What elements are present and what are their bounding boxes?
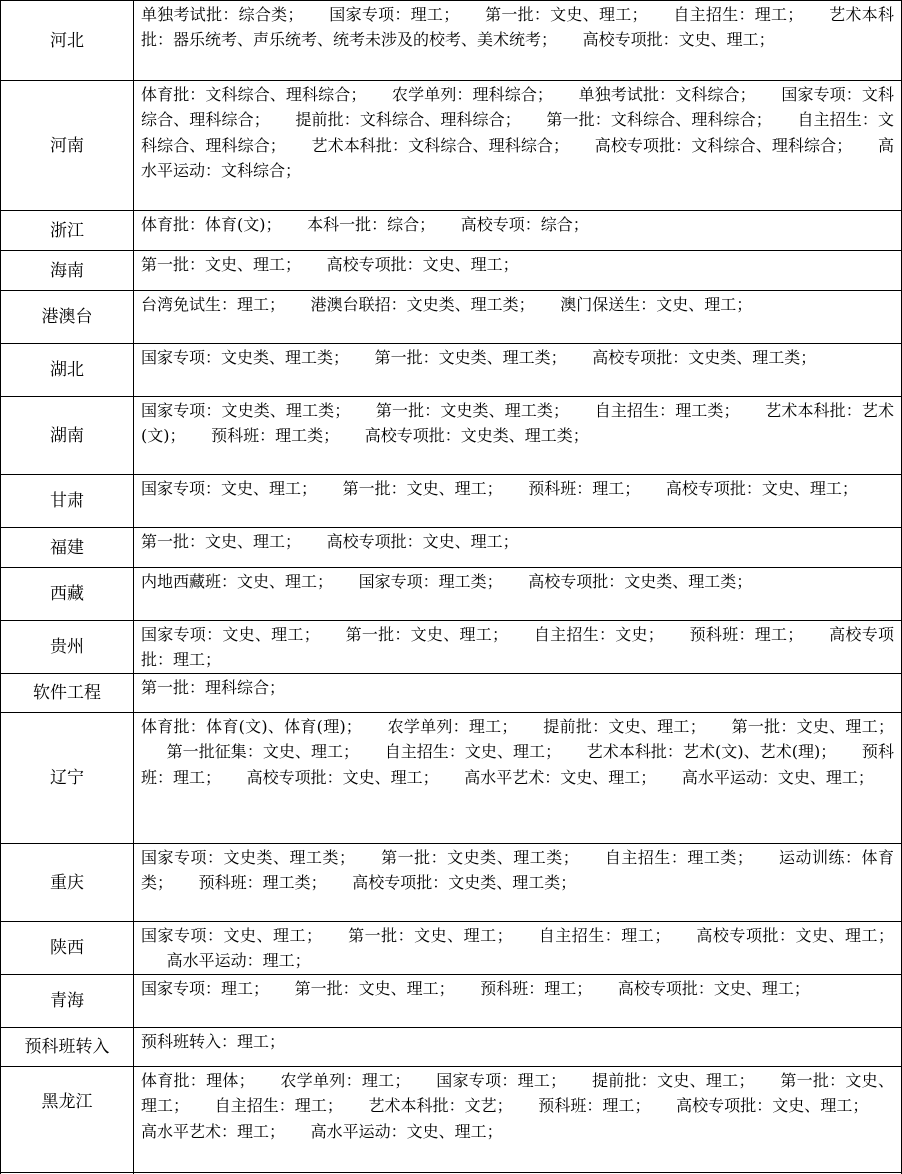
row-divider: [0, 474, 902, 475]
batch-item: 高水平运动：文科综合；: [141, 135, 894, 180]
batch-item: 国家专项：文史、理工；: [141, 926, 323, 945]
batch-item: 预科班：理工类；: [198, 873, 327, 893]
batch-item: 国家专项：文史、理工；: [141, 625, 320, 644]
batch-list-cell: [141, 82, 894, 183]
batch-list-cell: [141, 252, 894, 277]
batch-item: 体育批：文科综合、理科综合；: [141, 85, 367, 104]
batch-list-cell: [141, 398, 894, 449]
batch-item: 内地西藏班：文史、理工；: [141, 572, 334, 591]
batch-item: 第一批：文史类、理工类；: [374, 348, 567, 367]
batch-list-cell: [141, 529, 894, 554]
batch-item: 第一批征集：文史、理工；: [166, 742, 360, 762]
batch-item: 提前批：文科综合、理科综合；: [295, 110, 521, 130]
batch-item: 体育批：体育(文)、体育(理)；: [141, 717, 362, 736]
batch-item: 第一批：文史、理工；: [347, 926, 513, 945]
batch-item: 第一批：文史、理工；: [141, 1071, 894, 1116]
batch-item: 高校专项批：文史、理工；: [246, 767, 439, 787]
batch-list-cell: [141, 976, 894, 1001]
batch-list-cell: [141, 212, 894, 237]
batch-list-cell: [141, 622, 894, 673]
row-divider: [0, 343, 902, 344]
batch-list-cell: [141, 1029, 894, 1054]
batch-item: 第一批：文史、理工；: [141, 532, 302, 551]
province-cell: 湖南: [50, 425, 84, 446]
batch-item: 预科班：理工；: [480, 979, 593, 998]
batch-item: 体育批：体育(文)；: [141, 215, 282, 234]
batch-item: 农学单列：理工；: [387, 717, 518, 736]
batch-list-cell: [141, 1068, 894, 1144]
batch-item: 高校专项批：文科综合、理科综合；: [594, 135, 853, 155]
row-divider: [0, 290, 902, 291]
province-cell: 甘肃: [50, 491, 84, 511]
province-cell: 浙江: [50, 220, 84, 241]
batch-item: 艺术本科批：艺术(文)、艺术(理)；: [586, 742, 837, 762]
batch-item: 预科班：理工；: [528, 479, 641, 498]
batch-item: 高校专项批：理工；: [141, 625, 894, 670]
province-cell: 陕西: [50, 938, 84, 958]
row-divider: [0, 1027, 902, 1028]
batch-item: 第一批：文史类、理工类；: [380, 848, 579, 867]
batch-item: 预科班：理工类；: [211, 426, 340, 446]
batch-item: 单独考试批：综合类；: [141, 5, 304, 24]
batch-item: 自主招生：理工；: [538, 926, 671, 945]
province-cell: 重庆: [50, 872, 84, 893]
province-cell: 湖北: [50, 360, 84, 380]
row-divider: [0, 1172, 902, 1173]
batch-item: 第一批：文史类、理工类；: [375, 401, 570, 420]
batch-item: 高校专项批：文史类、理工类；: [364, 426, 589, 446]
batch-item: 高校专项批：文史、理工；: [665, 479, 858, 498]
province-cell: 河北: [50, 30, 84, 51]
batch-item: 高校专项批：文史、理工；: [617, 979, 810, 998]
batch-list-cell: [141, 675, 894, 700]
batch-item: 农学单列：理科综合；: [391, 85, 553, 104]
batch-item: 自主招生：文史、理工；: [384, 742, 562, 762]
batch-item: 艺术本科批：艺术(文)；: [141, 401, 894, 446]
batch-item: 第一批：文史、理工；: [731, 717, 894, 736]
batch-item: 国家专项：文史、理工；: [141, 479, 318, 498]
batch-item: 自主招生：文科综合、理科综合；: [141, 110, 894, 155]
batch-item: 高校专项：综合；: [460, 215, 589, 234]
batch-item: 预科班：理工；: [689, 625, 804, 644]
batch-list-cell: [141, 2, 894, 53]
province-cell: 贵州: [50, 637, 84, 657]
batch-item: 自主招生：理工；: [214, 1096, 343, 1116]
batch-item: 国家专项：理工；: [329, 5, 460, 24]
batch-item: 高校专项批：文史类、理工类；: [528, 572, 753, 591]
batch-item: 第一批：文史、理工；: [294, 979, 455, 998]
batch-item: 自主招生：理工；: [673, 5, 804, 24]
batch-list-cell: [141, 714, 894, 790]
batch-item: 高校专项批：文史类、理工类；: [352, 873, 577, 893]
batch-item: 第一批：文史、理工；: [345, 625, 509, 644]
batch-item: 国家专项：文史类、理工类；: [141, 348, 350, 367]
province-cell: 软件工程: [33, 683, 101, 703]
batch-list-cell: [141, 923, 894, 974]
batch-item: 第一批：理科综合；: [141, 678, 286, 697]
batch-item: 第一批：文史、理工；: [484, 5, 648, 24]
province-cell: 预科班转入: [24, 1037, 110, 1057]
row-divider: [0, 527, 902, 528]
province-cell: 黑龙江: [41, 1092, 93, 1112]
province-cell: 福建: [50, 537, 84, 558]
batch-item: 提前批：文史、理工；: [591, 1071, 755, 1090]
batch-item: 澳门保送生：文史、理工；: [560, 295, 753, 314]
row-divider: [0, 567, 902, 568]
batch-item: 预科班：理工；: [538, 1096, 651, 1116]
row-divider: [0, 250, 902, 251]
batch-item: 高校专项批：文史、理工；: [326, 255, 519, 274]
batch-item: 高水平艺术：理工；: [141, 1121, 286, 1141]
batch-item: 体育批：理体；: [141, 1071, 255, 1090]
batch-item: 高校专项批：文史、理工；: [582, 30, 775, 50]
batch-item: 第一批：文史、理工；: [342, 479, 503, 498]
batch-item: 国家专项：理工；: [141, 979, 270, 998]
batch-list-cell: [141, 292, 894, 317]
batch-item: 第一批：文科综合、理科综合；: [546, 110, 772, 130]
row-divider: [0, 620, 902, 621]
province-cell: 青海: [50, 991, 84, 1011]
batch-item: 自主招生：文史；: [533, 625, 664, 644]
batch-list-cell: [141, 345, 894, 370]
batch-item: 高校专项批：文史、理工；: [326, 532, 519, 551]
row-divider: [0, 80, 902, 81]
province-cell: 港澳台: [41, 307, 93, 327]
batch-item: 高水平艺术：文史、理工；: [464, 767, 657, 787]
batch-item: 艺术本科批：文科综合、理科综合；: [311, 135, 570, 155]
batch-list-cell: [141, 569, 894, 594]
batch-list-cell: [141, 476, 894, 501]
province-cell: 西藏: [50, 584, 84, 604]
batch-item: 港澳台联招：文史类、理工类；: [310, 295, 535, 314]
row-divider: [0, 0, 902, 1]
batch-item: 自主招生：理工类；: [604, 848, 753, 867]
batch-item: 第一批：文史、理工；: [141, 255, 302, 274]
batch-item: 国家专项：理工类；: [358, 572, 503, 591]
row-divider: [0, 673, 902, 674]
batch-list-cell: [141, 845, 894, 896]
batch-item: 提前批：文史、理工；: [543, 717, 706, 736]
batch-item: 高水平运动：文史、理工；: [310, 1121, 503, 1141]
row-divider: [0, 921, 902, 922]
row-divider: [0, 712, 902, 713]
batch-item: 国家专项：文史类、理工类；: [141, 848, 356, 867]
batch-item: 运动训练：体育类；: [141, 848, 894, 893]
row-divider: [0, 974, 902, 975]
batch-item: 预科班转入：理工；: [141, 1032, 286, 1051]
batch-item: 高校专项批：文史类、理工类；: [592, 348, 817, 367]
batch-item: 本科一批：综合；: [307, 215, 436, 234]
province-cell: 海南: [50, 260, 84, 281]
row-divider: [0, 843, 902, 844]
batch-item: 高校专项批：文史、理工；: [676, 1096, 869, 1116]
batch-item: 艺术本科批：文艺；: [368, 1096, 513, 1116]
row-divider: [0, 210, 902, 211]
batch-item: 国家专项：文科综合、理科综合；: [141, 85, 894, 130]
row-divider: [0, 1066, 902, 1067]
batch-item: 单独考试批：文科综合；: [578, 85, 756, 104]
batch-item: 自主招生：理工类；: [594, 401, 740, 420]
province-cell: 辽宁: [50, 768, 84, 788]
batch-item: 台湾免试生：理工；: [141, 295, 286, 314]
batch-item: 高校专项批：文史、理工；: [695, 926, 894, 945]
batch-item: 艺术本科批：器乐统考、声乐统考、统考未涉及的校考、美术统考；: [141, 5, 894, 50]
batch-item: 国家专项：理工；: [435, 1071, 567, 1090]
batch-item: 预科班：理工；: [141, 742, 894, 787]
batch-item: 高水平运动：理工；: [166, 951, 311, 971]
column-divider: [133, 0, 134, 1174]
province-cell: 河南: [50, 135, 84, 156]
row-divider: [0, 396, 902, 397]
batch-item: 农学单列：理工；: [280, 1071, 411, 1090]
batch-item: 高水平运动：文史、理工；: [681, 767, 874, 787]
batch-item: 国家专项：文史类、理工类；: [141, 401, 351, 420]
